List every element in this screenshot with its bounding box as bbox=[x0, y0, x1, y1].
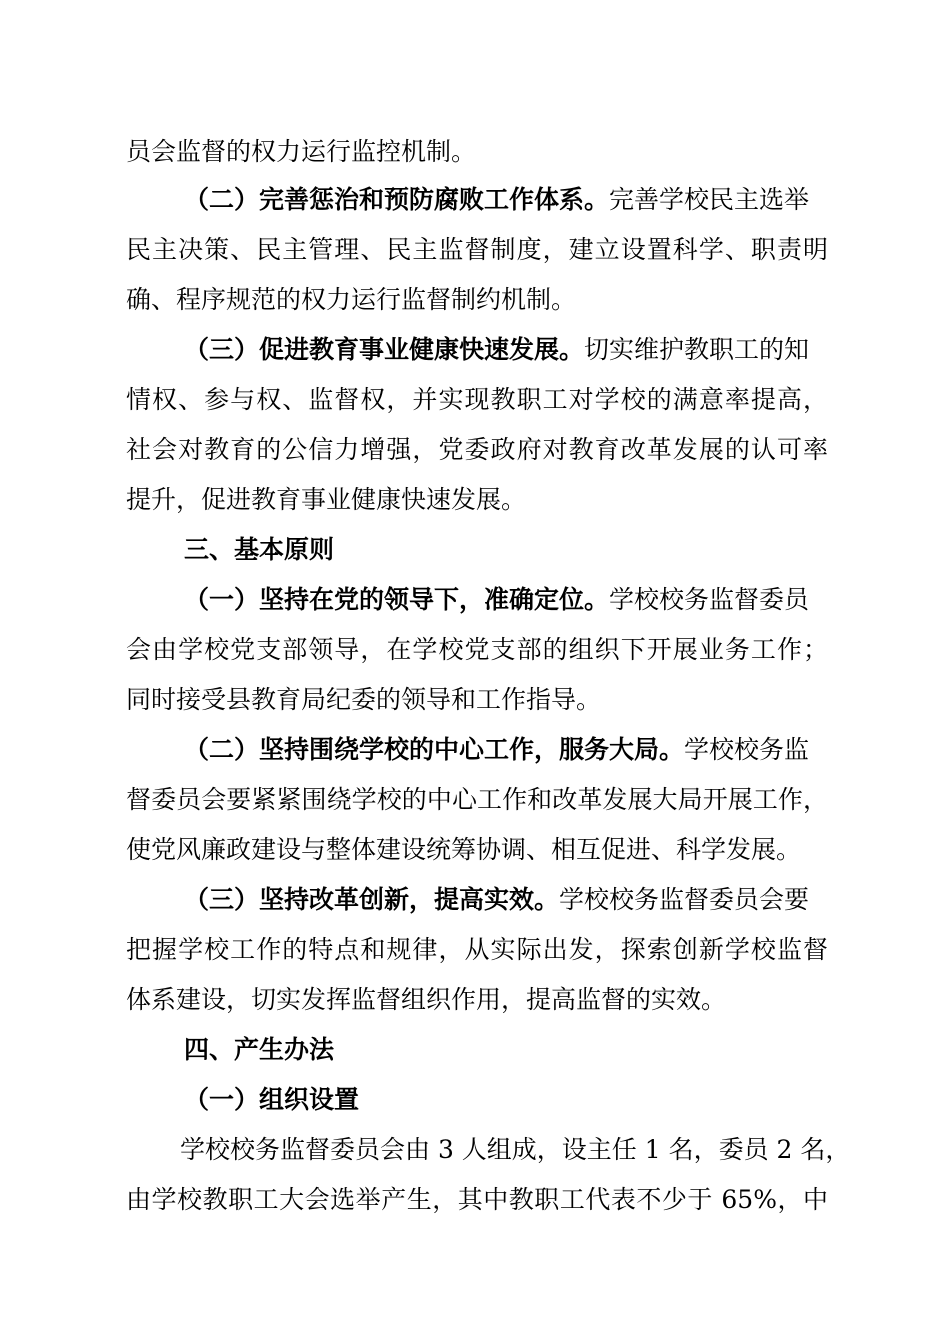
paragraph-line: 会由学校党支部领导，在学校党支部的组织下开展业务工作； bbox=[126, 635, 828, 664]
bold-heading: （三）坚持改革创新，提高实效。 bbox=[184, 885, 560, 914]
paragraph-line: 体系建设，切实发挥监督组织作用，提高监督的实效。 bbox=[126, 985, 727, 1014]
paragraph-line: 把握学校工作的特点和规律，从实际出发，探索创新学校监督 bbox=[126, 935, 828, 964]
subsection-heading: （一）组织设置 bbox=[184, 1085, 360, 1114]
paragraph-line: 使党风廉政建设与整体建设统筹协调、相互促进、科学发展。 bbox=[126, 835, 802, 864]
paragraph-line: 民主决策、民主管理、民主监督制度，建立设置科学、职责明 bbox=[126, 235, 828, 264]
section-heading-line: （二）完善惩治和预防腐败工作体系。完善学校民主选举 bbox=[184, 185, 810, 214]
paragraph-line: 督委员会要紧紧围绕学校的中心工作和改革发展大局开展工作， bbox=[126, 785, 828, 814]
bold-heading: （三）促进教育事业健康快速发展。 bbox=[184, 335, 585, 364]
paragraph-line: 同时接受县教育局纪委的领导和工作指导。 bbox=[126, 685, 602, 714]
paragraph-line: 由学校教职工大会选举产生，其中教职工代表不少于 65%，中 bbox=[126, 1185, 828, 1214]
section-heading-line: （二）坚持围绕学校的中心工作，服务大局。学校校务监 bbox=[184, 735, 810, 764]
section-heading-line: （三）促进教育事业健康快速发展。切实维护教职工的知 bbox=[184, 335, 810, 364]
paragraph-line: 确、程序规范的权力运行监督制约机制。 bbox=[126, 285, 577, 314]
section-heading-line: （一）坚持在党的领导下，准确定位。学校校务监督委员 bbox=[184, 585, 810, 614]
paragraph-line: 社会对教育的公信力增强，党委政府对教育改革发展的认可率 bbox=[126, 435, 828, 464]
paragraph-line: 学校校务监督委员会由 3 人组成，设主任 1 名，委员 2 名， bbox=[180, 1135, 851, 1164]
paragraph-line: 员会监督的权力运行监控机制。 bbox=[126, 137, 477, 166]
chapter-heading: 四、产生办法 bbox=[184, 1035, 335, 1064]
paragraph-line: 提升，促进教育事业健康快速发展。 bbox=[126, 485, 527, 514]
bold-heading: （一）坚持在党的领导下，准确定位。 bbox=[184, 585, 610, 614]
paragraph-line: 情权、参与权、监督权，并实现教职工对学校的满意率提高， bbox=[126, 385, 828, 414]
bold-heading: （二）坚持围绕学校的中心工作，服务大局。 bbox=[184, 735, 685, 764]
section-heading-line: （三）坚持改革创新，提高实效。学校校务监督委员会要 bbox=[184, 885, 810, 914]
chapter-heading: 三、基本原则 bbox=[184, 535, 335, 564]
bold-heading: （二）完善惩治和预防腐败工作体系。 bbox=[184, 185, 610, 214]
